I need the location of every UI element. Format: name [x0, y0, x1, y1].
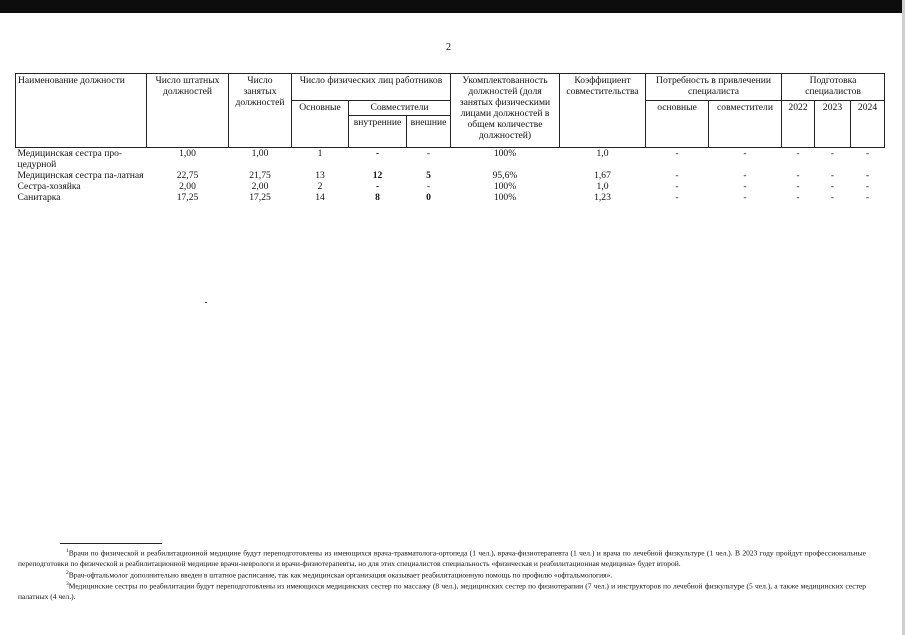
- table-row: [16, 170, 885, 181]
- footnote: [18, 570, 866, 581]
- footnote-text: Врачи по физической и реабилитационной медицине будут переподготовлены из имеющихся врача-травматолога-ортопеда (1 чел.), врача-физиотерапевта (1 чел.) и врача по лечебной физкультуре (1 чел.). В 2023 году пройдут профессиональные переподготовки по физической и реабилитационной медицине врачи-неврологи и врачи-физиотерапевты, но для этих специалистов специальность «физическая и реабилитационная медицина» будет второй.: [18, 548, 866, 569]
- cell-internal: -: [375, 148, 380, 159]
- cell-staffing: 100%: [493, 181, 517, 193]
- cell-occupied: 17,25: [249, 192, 271, 204]
- footnote-mark: 2: [66, 569, 69, 576]
- header-need-part-time: совместители: [709, 101, 782, 148]
- cell-external: -: [426, 181, 431, 193]
- cell-internal: -: [375, 181, 380, 193]
- header-staff-positions: Число штатных должностей: [147, 74, 229, 148]
- cell-external: 5: [426, 170, 431, 182]
- cell-2022: -: [796, 192, 800, 204]
- header-need-main: основные: [646, 101, 709, 148]
- cell-need-main: -: [675, 181, 679, 193]
- header-training: Подготовка специалистов: [782, 74, 885, 101]
- cell-2024: -: [865, 181, 870, 193]
- header-part-time-coefficient: Коэффициент совместительства: [560, 74, 646, 148]
- cell-coef: 1,23: [594, 192, 611, 204]
- staffing-table: [15, 73, 885, 203]
- cell-main: 14: [315, 192, 325, 204]
- footnote: [18, 581, 866, 603]
- footnote-text: Медицинские сестры по реабилитации будут переподготовлены из имеющихся медицинских сестер по массажу (8 чел.), медицинских сестер по физиотерапии (7 чел.) и инструкторов по лечебной физкультуре (5 чел.), а также медицинских сестер палатных (4 чел.).: [18, 581, 866, 602]
- table-row: [16, 192, 885, 203]
- header-staffing-rate: Укомплектованность должностей (доля занятых физическими лицами должностей в общем количестве должностей): [451, 74, 560, 148]
- header-year-2024: 2024: [851, 101, 885, 148]
- footnotes: [18, 548, 866, 603]
- cell-name: Сестра-хозяйка: [17, 181, 81, 193]
- header-occupied-positions: Число занятых должностей: [229, 74, 292, 148]
- cell-2023: -: [830, 170, 835, 182]
- cell-need-main: -: [675, 170, 679, 182]
- cell-2023: -: [830, 181, 835, 193]
- cell-staffing: 100%: [493, 148, 517, 159]
- table-row: [16, 148, 885, 171]
- cell-internal: 12: [372, 170, 383, 182]
- cell-occupied: 1,00: [251, 148, 269, 159]
- footnote-mark: 1: [66, 548, 69, 554]
- cell-internal: 8: [375, 192, 380, 204]
- cell-coef: 1,0: [596, 148, 609, 159]
- cell-staff: 2,00: [179, 181, 196, 193]
- footnote-separator: [60, 543, 162, 544]
- header-part-timers: Совместители: [349, 101, 451, 116]
- table-body: [16, 148, 885, 204]
- cell-main: 1: [317, 148, 323, 159]
- cell-staffing: 100%: [493, 192, 517, 204]
- cell-external: 0: [426, 192, 431, 204]
- footnote: [18, 548, 866, 570]
- cell-2022: -: [796, 148, 800, 159]
- cell-2024: -: [865, 148, 870, 159]
- cell-name: Медицинская сестра про-цедурной: [17, 148, 123, 171]
- cell-staff: 22,75: [176, 170, 199, 182]
- cell-name: Медицинская сестра па-латная: [17, 170, 144, 182]
- table-row: [16, 181, 885, 192]
- cell-2023: -: [830, 192, 835, 204]
- cell-staffing: 95,6%: [492, 170, 518, 182]
- cell-main: 13: [315, 170, 325, 182]
- cell-2022: -: [796, 170, 800, 182]
- cell-coef: 1,0: [596, 181, 609, 193]
- cell-need-main: -: [675, 192, 679, 204]
- cell-coef: 1,67: [594, 170, 611, 182]
- header-year-2023: 2023: [815, 101, 851, 148]
- cell-staff: 17,25: [176, 192, 199, 204]
- cell-name: Санитарка: [17, 192, 61, 204]
- header-year-2022: 2022: [782, 101, 815, 148]
- cell-2023: -: [830, 148, 835, 159]
- cell-need-part: -: [743, 148, 747, 159]
- footnote-mark: 3: [66, 580, 69, 587]
- cell-need-main: -: [675, 148, 679, 159]
- header-main: Основные: [292, 101, 349, 148]
- cell-2024: -: [865, 192, 870, 204]
- header-position-name: Наименование должности: [16, 74, 147, 148]
- cell-need-part: -: [743, 170, 747, 182]
- cell-need-part: -: [743, 192, 747, 204]
- cell-need-part: -: [743, 181, 747, 193]
- header-need: Потребность в привлечении специалиста: [646, 74, 782, 101]
- scan-top-border: [0, 0, 905, 13]
- cell-staff: 1,00: [179, 148, 196, 159]
- cell-2024: -: [865, 170, 870, 182]
- cell-main: 2: [317, 181, 323, 193]
- cell-2022: -: [796, 181, 800, 193]
- page-number: 2: [446, 42, 451, 53]
- cell-external: -: [426, 148, 431, 159]
- scan-speck: [205, 302, 207, 303]
- header-internal: внутренние: [349, 116, 407, 148]
- footnote-text: Врач-офтальмолог дополнительно введен в штатное расписание, так как медицинская организация оказывает реабилитационную помощь по профилю «офтальмология».: [68, 570, 613, 580]
- cell-occupied: 21,75: [249, 170, 271, 182]
- header-external: внешние: [407, 116, 451, 148]
- cell-occupied: 2,00: [251, 181, 269, 193]
- table-header: [16, 74, 885, 148]
- header-physical-persons: Число физических лиц работников: [292, 74, 451, 101]
